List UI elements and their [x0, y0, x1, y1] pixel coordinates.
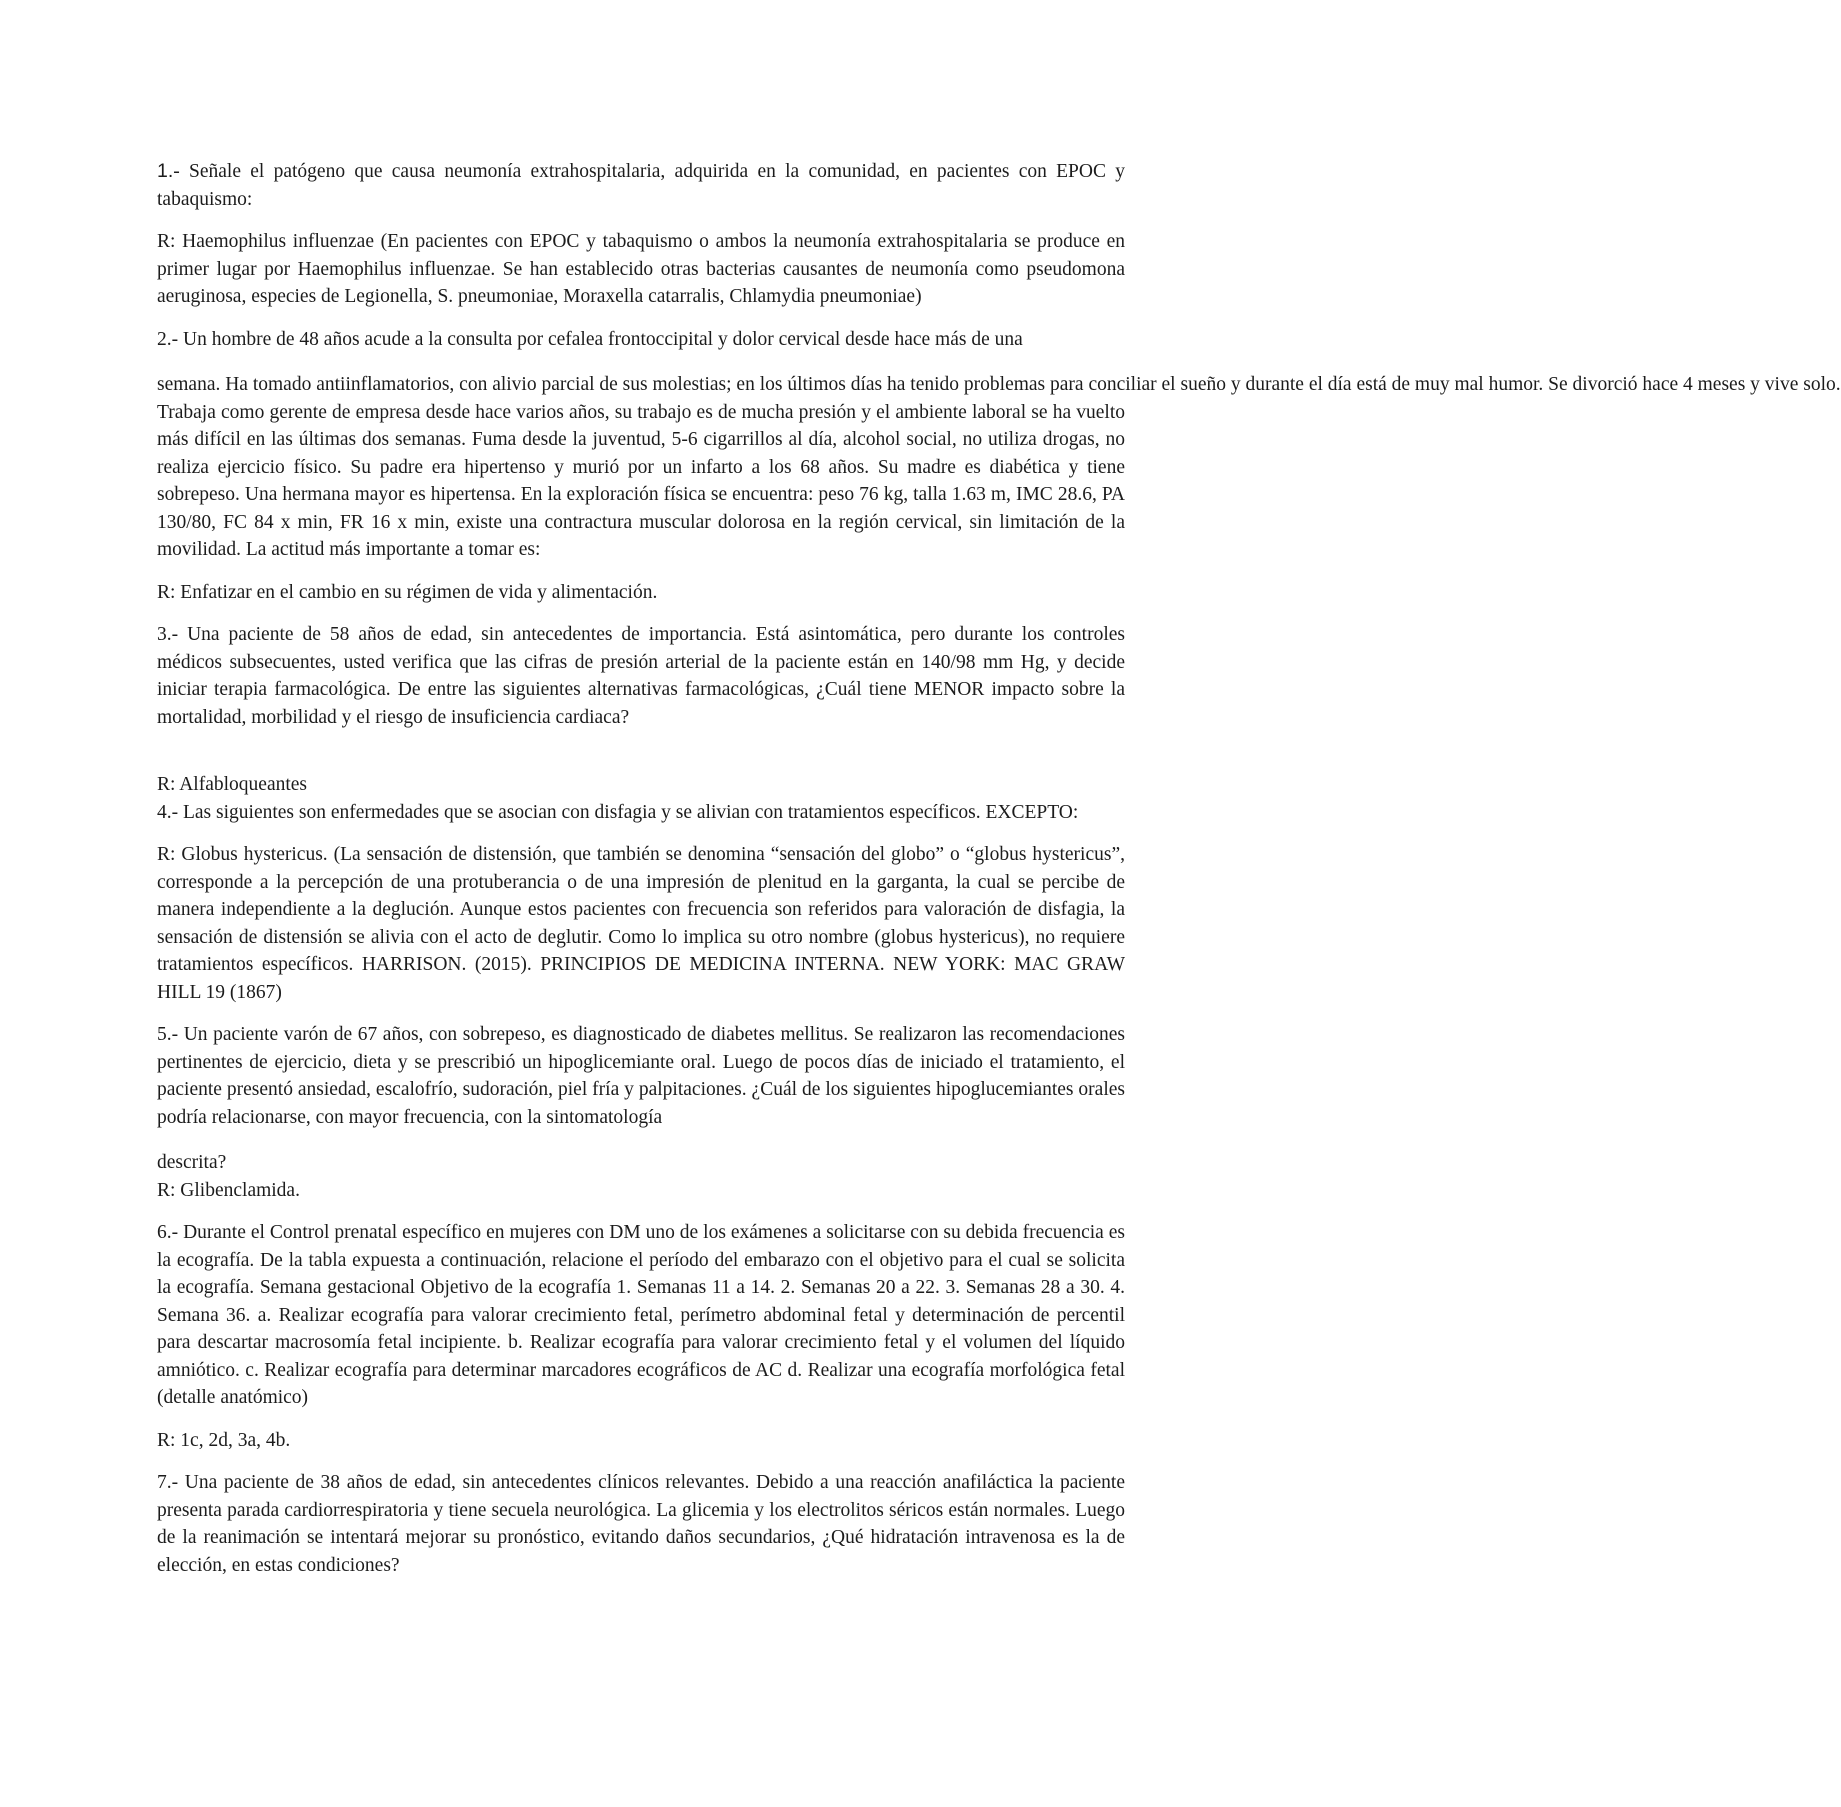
question-1-number: 1.: [157, 160, 174, 182]
question-3-answer: R: Alfabloqueantes: [157, 774, 308, 795]
question-1-answer: R: Haemophilus influenzae (En pacientes con EPOC y tabaquismo o ambos la neumonía extrahospitalaria se produce en primer lugar por Haemophilus influenzae. Se han establecido otras bacterias causantes de neumonía como pseudomona aeruginosa, especies de Legionella, S. pneumoniae, Moraxella catarralis, Chlamydia pneumoniae): [157, 231, 1125, 307]
question-4-stem: 4.- Las siguientes son enfermedades que se asocian con disfagia y se alivian con tratamientos específicos. EXCEPTO:: [157, 801, 1079, 823]
question-2-answer: R: Enfatizar en el cambio en su régimen de vida y alimentación.: [157, 581, 658, 603]
question-1-stem-text: - Señale el patógeno que causa neumonía extrahospitalaria, adquirida en la comunidad, en pacientes con EPOC y tabaquismo:: [157, 161, 1125, 210]
question-6-answer: R: 1c, 2d, 3a, 4b.: [157, 1429, 291, 1451]
question-2-overlap-text: semana. Ha tomado antiinflamatorios, con alivio parcial de sus molestias; en los últimos días ha tenido problemas para conciliar el sueño y durante el día está de muy mal humor. Se divorció hace 4 meses y vive solo.: [157, 374, 1841, 395]
question-3-stem: 3.- Una paciente de 58 años de edad, sin antecedentes de importancia. Está asintomática, pero durante los controles médicos subsecuentes, usted verifica que las cifras de presión arterial de la paciente están en 140/98 mm Hg, y decide iniciar terapia farmacológica. De entre las siguientes alternativas farmacológicas, ¿Cuál tiene MENOR impacto sobre la mortalidad, morbilidad y el riesgo de insuficiencia cardiaca?: [157, 624, 1125, 728]
question-1-stem: [157, 158, 1125, 213]
question-5-answer: R: Glibenclamida.: [157, 1179, 300, 1201]
question-6-stem: 6.- Durante el Control prenatal específico en mujeres con DM uno de los exámenes a solicitarse con su debida frecuencia es la ecografía. De la tabla expuesta a continuación, relacione el período del embarazo con el objetivo para el cual se solicita la ecografía. Semana gestacional Objetivo de la ecografía 1. Semanas 11 a 14. 2. Semanas 20 a 22. 3. Semanas 28 a 30. 4. Semana 36. a. Realizar ecografía para valorar crecimiento fetal, perímetro abdominal fetal y determinación de percentil para descartar macrosomía fetal incipiente. b. Realizar ecografía para valorar crecimiento fetal y el volumen del líquido amniótico. c. Realizar ecografía para determinar marcadores ecográficos de AC d. Realizar una ecografía morfológica fetal (detalle anatómico): [157, 1222, 1125, 1408]
question-2-stem-rest: Trabaja como gerente de empresa desde hace varios años, su trabajo es de mucha presión y el ambiente laboral se ha vuelto más difícil en las últimas dos semanas. Fuma desde la juventud, 5-6 cigarrillos al día, alcohol social, no utiliza drogas, no realiza ejercicio físico. Su padre era hipertenso y murió por un infarto a los 68 años. Su madre es diabética y tiene sobrepeso. Una hermana mayor es hipertensa. En la exploración física se encuentra: peso 76 kg, talla 1.63 m, IMC 28.6, PA 130/80, FC 84 x min, FR 16 x min, existe una contractura muscular dolorosa en la región cervical, sin limitación de la movilidad. La actitud más importante a tomar es:: [157, 401, 1125, 560]
question-2-overlap-line: [157, 371, 1841, 399]
question-7-stem: 7.- Una paciente de 38 años de edad, sin antecedentes clínicos relevantes. Debido a una reacción anafiláctica la paciente presenta parada cardiorrespiratoria y tiene secuela neurológica. La glicemia y los electrolitos séricos están normales. Luego de la reanimación se intentará mejorar su pronóstico, evitando daños secundarios, ¿Qué hidratación intravenosa es la de elección, en estas condiciones?: [157, 1472, 1125, 1576]
question-4-answer: R: Globus hystericus. (La sensación de distensión, que también se denomina “sensación del globo” o “globus hystericus”, corresponde a la percepción de una protuberancia o de una impresión de plenitud en la garganta, la cual se percibe de manera independiente a la deglución. Aunque estos pacientes con frecuencia son referidos para valoración de disfagia, la sensación de distensión se alivia con el acto de deglutir. Como lo implica su otro nombre (globus hystericus), no requiere tratamientos específicos. HARRISON. (2015). PRINCIPIOS DE MEDICINA INTERNA. NEW YORK: MAC GRAW HILL 19 (1867): [157, 844, 1125, 1003]
document-body: [157, 158, 1841, 1594]
question-5-stem: 5.- Un paciente varón de 67 años, con sobrepeso, es diagnosticado de diabetes mellitus. Se realizaron las recomendaciones pertinentes de ejercicio, dieta y se prescribió un hipoglicemiante oral. Luego de pocos días de iniciado el tratamiento, el paciente presentó ansiedad, escalofrío, sudoración, piel fría y palpitaciones. ¿Cuál de los siguientes hipoglucemiantes orales podría relacionarse, con mayor frecuencia, con la sintomatología: [157, 1024, 1125, 1128]
question-2-stem-line1: 2.- Un hombre de 48 años acude a la consulta por cefalea frontoccipital y dolor cervical desde hace más de una: [157, 328, 1023, 350]
question-5-stem-tail: descrita?: [157, 1152, 227, 1173]
